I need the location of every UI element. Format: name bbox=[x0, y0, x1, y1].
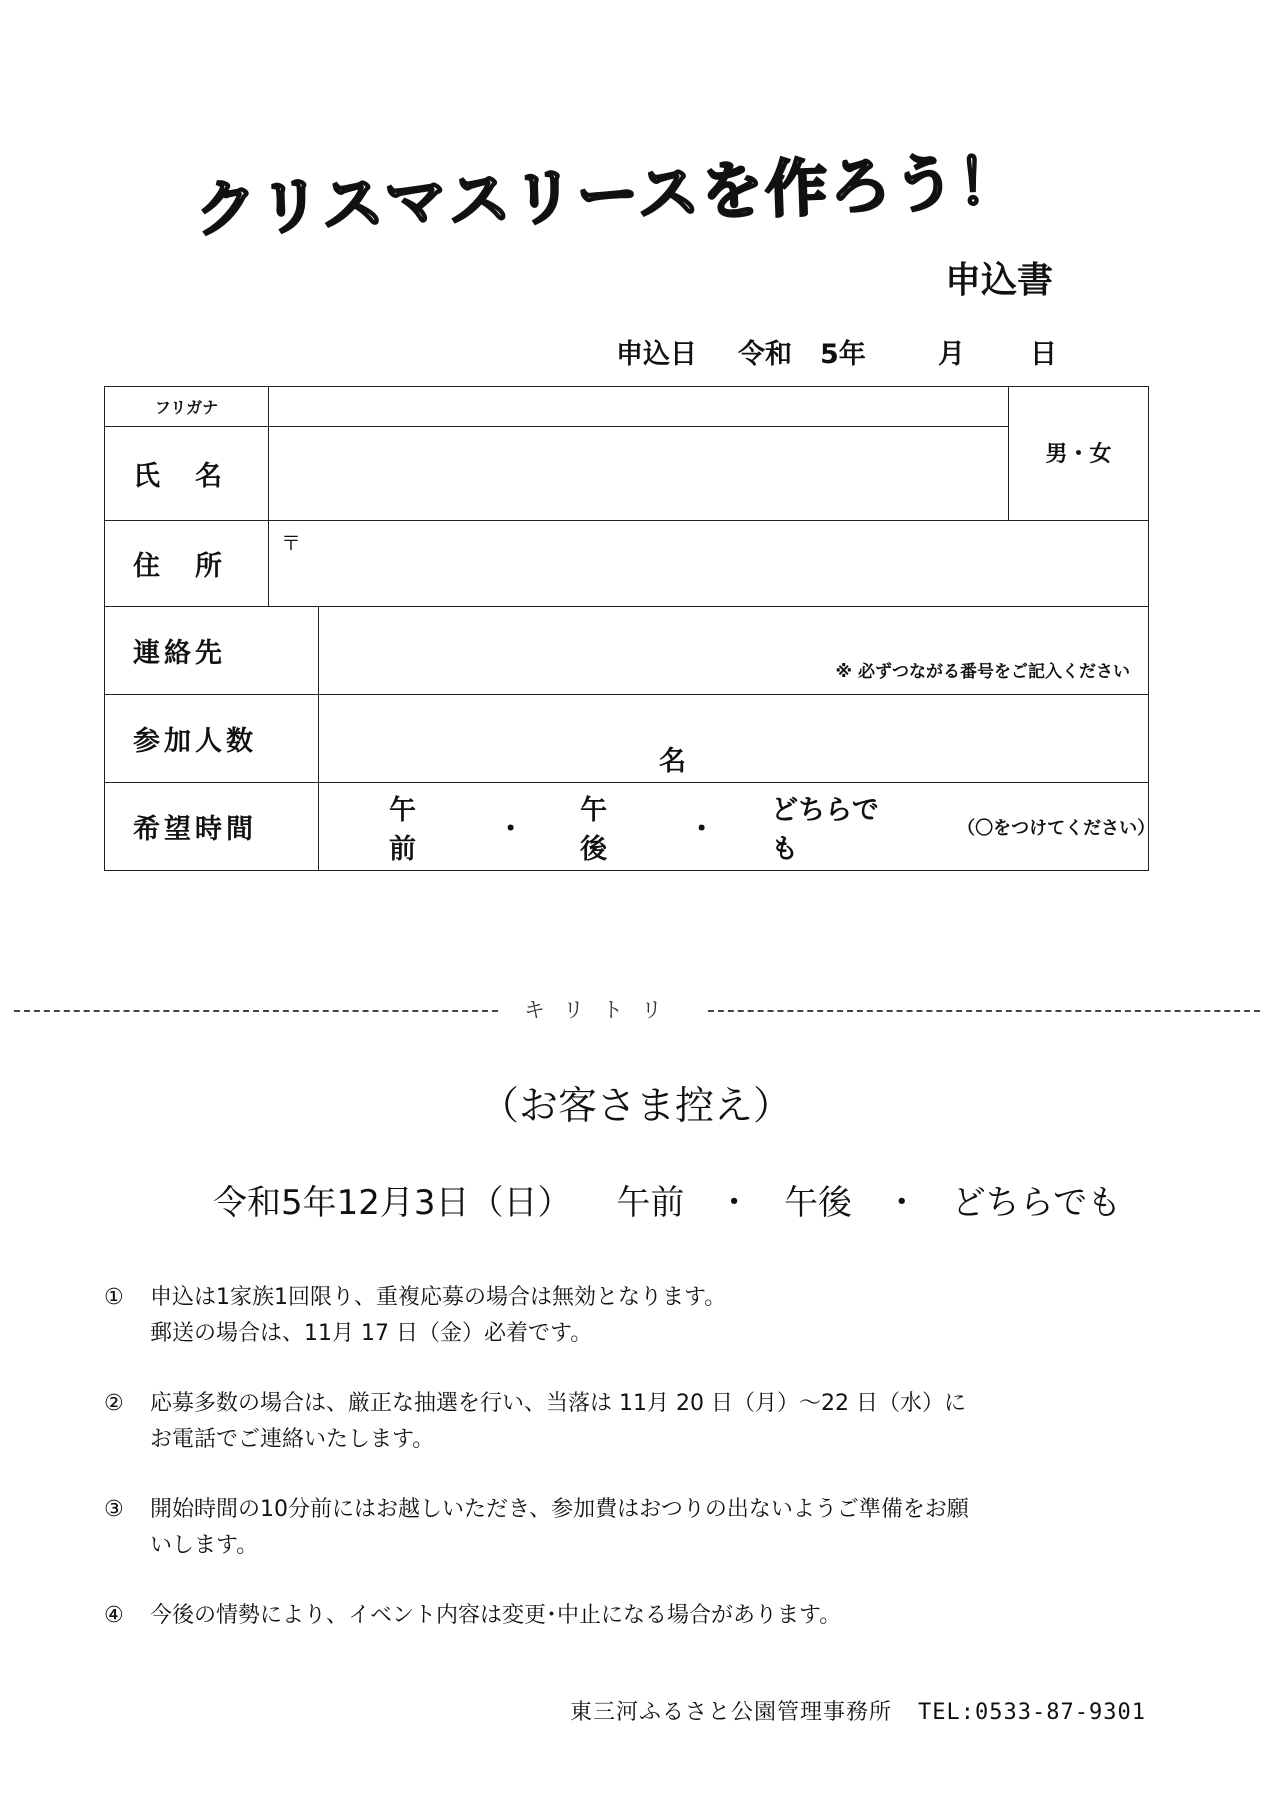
participants-label: 参加人数 bbox=[105, 695, 319, 783]
postal-mark: 〒 bbox=[281, 531, 301, 555]
contact-label: 連絡先 bbox=[105, 607, 319, 695]
note-text: 開始時間の10分前にはお越しいただき、参加費はおつりの出ないようご準備をお願 いします。 bbox=[150, 1497, 969, 1558]
note-number: ③ bbox=[104, 1497, 124, 1522]
notes-list bbox=[104, 1280, 1184, 1668]
application-date-era: 令和 bbox=[738, 339, 792, 370]
note-item bbox=[104, 1598, 1184, 1634]
furigana-field[interactable] bbox=[269, 387, 1009, 427]
note-number: ② bbox=[104, 1391, 124, 1416]
note-text: 申込は1家族1回限り、重複応募の場合は無効となります。 郵送の場合は、11月 17 日（金）必着です。 bbox=[150, 1285, 727, 1346]
customer-copy-title: （お客さま控え） bbox=[480, 1084, 793, 1129]
name-label: 氏 名 bbox=[105, 427, 269, 521]
note-text: 応募多数の場合は、厳正な抽選を行い、当落は 11月 20 日（月）～22 日（水）に お電話でご連絡いたします。 bbox=[150, 1391, 966, 1452]
application-date-day: 日 bbox=[1030, 339, 1057, 370]
note-text: 今後の情勢により、イベント内容は変更･中止になる場合があります。 bbox=[150, 1603, 842, 1628]
contact-field[interactable] bbox=[319, 607, 1149, 695]
application-date-label: 申込日 bbox=[616, 339, 697, 370]
note-item bbox=[104, 1280, 1184, 1352]
note-item bbox=[104, 1386, 1184, 1458]
furigana-label: フリガナ bbox=[105, 387, 269, 427]
participants-field[interactable] bbox=[319, 695, 1149, 783]
time-choice-field[interactable] bbox=[319, 783, 1156, 871]
time-separator: ・ bbox=[497, 814, 525, 845]
time-option-either[interactable]: どちらでも bbox=[771, 794, 879, 865]
time-option-pm[interactable]: 午後 bbox=[580, 794, 608, 865]
event-separator: ・ bbox=[717, 1183, 752, 1223]
note-item bbox=[104, 1492, 1184, 1564]
address-label: 住 所 bbox=[105, 521, 269, 607]
office-tel: TEL:0533-87-9301 bbox=[918, 1700, 1146, 1725]
footer-contact bbox=[570, 1695, 1146, 1726]
event-option-either: どちらでも bbox=[951, 1183, 1122, 1223]
page-title: クリスマスリースを作ろう！ bbox=[193, 144, 1023, 246]
contact-note: ※ 必ずつながる番号をご記入ください bbox=[835, 662, 1130, 682]
application-form-table bbox=[104, 386, 1156, 871]
office-name: 東三河ふるさと公園管理事務所 bbox=[570, 1700, 893, 1725]
cut-line-right bbox=[708, 1010, 1260, 1012]
event-date: 令和5年12月3日（日） bbox=[213, 1183, 572, 1223]
time-option-am[interactable]: 午前 bbox=[389, 794, 416, 865]
address-field[interactable] bbox=[269, 521, 1149, 607]
name-field[interactable] bbox=[269, 427, 1009, 521]
application-date-year: 5年 bbox=[820, 339, 866, 370]
event-option-pm: 午後 bbox=[783, 1183, 852, 1223]
event-option-am: 午前 bbox=[616, 1183, 685, 1223]
event-date-line bbox=[213, 1175, 1121, 1224]
gender-choice[interactable]: 男・女 bbox=[1009, 387, 1149, 521]
application-date-month: 月 bbox=[938, 339, 965, 370]
note-number: ① bbox=[104, 1285, 124, 1310]
time-separator: ・ bbox=[688, 814, 716, 845]
participants-unit: 名 bbox=[659, 746, 686, 777]
cut-label: キリトリ bbox=[524, 998, 680, 1022]
cut-line-left bbox=[14, 1010, 498, 1012]
event-separator: ・ bbox=[884, 1183, 919, 1223]
time-hint: （〇をつけてください） bbox=[957, 817, 1156, 839]
note-number: ④ bbox=[104, 1603, 124, 1628]
form-subtitle: 申込書 bbox=[945, 260, 1054, 301]
time-label: 希望時間 bbox=[105, 783, 319, 871]
